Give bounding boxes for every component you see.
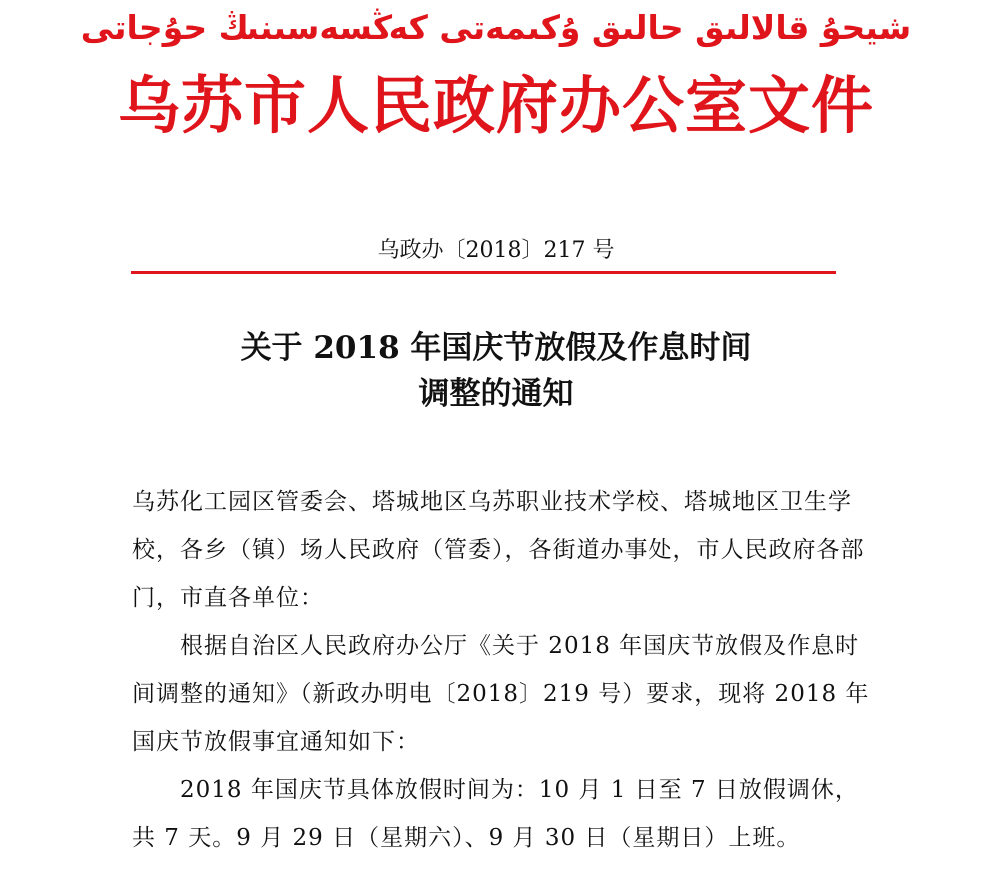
red-divider xyxy=(131,271,836,274)
notice-title-line2: 调整的通知 xyxy=(418,376,574,412)
notice-title xyxy=(0,325,992,417)
document-number: 乌政办〔2018〕217 号 xyxy=(377,238,615,263)
document-body xyxy=(132,478,872,862)
header-uyghur-line: شيحۇ قالالىق حالىق ۇكىمەتى كەڭسەسىنىڭ حۇجاتى xyxy=(80,8,912,47)
body-paragraph-1: 根据自治区人民政府办公厅《关于 2018 年国庆节放假及作息时间调整的通知》（新政办明电〔2018〕219 号）要求，现将 2018 年国庆节放假事宜通知如下： xyxy=(132,633,870,755)
header-title: 乌苏市人民政府办公室文件 xyxy=(117,69,874,142)
notice-title-line1: 关于 2018 年国庆节放假及作息时间 xyxy=(240,330,752,366)
addressees: 乌苏化工园区管委会、塔城地区乌苏职业技术学校、塔城地区卫生学校，各乡（镇）场人民政府（管委），各街道办事处，市人民政府各部门，市直各单位： xyxy=(132,489,865,611)
body-paragraph-2: 2018 年国庆节具体放假时间为：10 月 1 日至 7 日放假调休，共 7 天。9 月 29 日（星期六）、9 月 30 日（星期日）上班。 xyxy=(132,777,859,851)
